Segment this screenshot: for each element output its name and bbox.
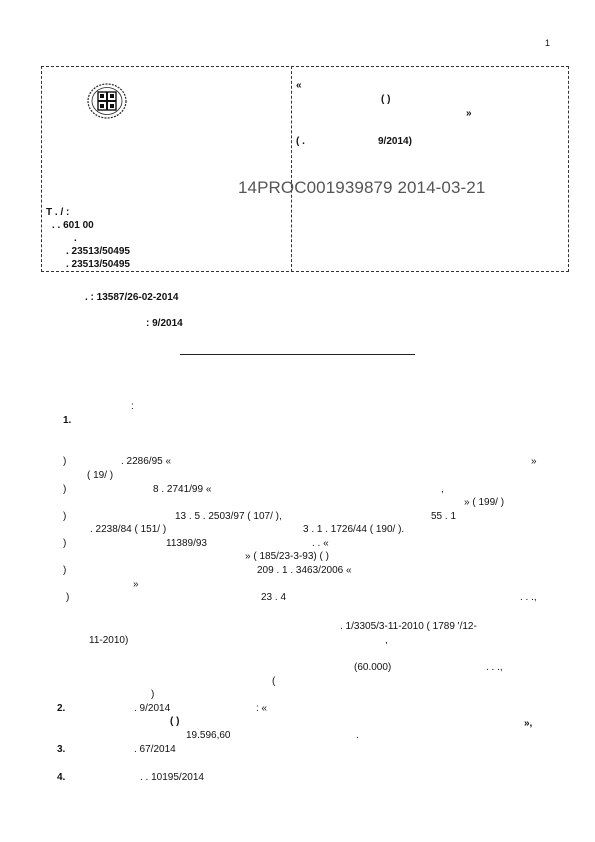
ref3-a: 13 . 5 . 2503/97 ( 107/ ), [175, 511, 282, 522]
ref1-mark: ) [63, 456, 67, 467]
item1-number: 1. [63, 415, 72, 426]
protocol-number: . : 13587/26-02-2014 [85, 292, 179, 303]
ref3-b: 55 . 1 [431, 511, 457, 522]
item2-c: ( ) [170, 716, 180, 727]
decision-ref-c: , [385, 635, 388, 646]
item2-d: », [524, 718, 533, 729]
item2-f: . [356, 730, 359, 741]
header-right-line4b: 9/2014) [378, 136, 412, 147]
header-left-line1: Τ . / : [46, 207, 70, 218]
ref2-b: , [441, 484, 444, 495]
intro-colon: : [131, 401, 134, 412]
ref6-mark: ) [66, 592, 70, 603]
ref5-a: 209 . 1 . 3463/2006 « [257, 565, 352, 576]
greek-emblem-icon [86, 82, 128, 120]
header-right-line4a: ( . [296, 136, 305, 147]
ref4-b: . . « [312, 538, 329, 549]
page-number: 1 [545, 38, 551, 48]
ref3-cont-b: 3 . 1 . 1726/44 ( 190/ ). [303, 524, 405, 535]
ref6-b: . . ., [520, 592, 537, 603]
header-phone: . 23513/50495 [66, 246, 130, 257]
item2-a: . 9/2014 [134, 703, 171, 714]
decision-ref-b: 11-2010) [89, 635, 129, 646]
ref1-a: . 2286/95 « [121, 456, 172, 467]
ref2-cont: » ( 199/ ) [464, 497, 505, 508]
ref5-cont: » [133, 579, 139, 590]
ada-stamp: 14PROC001939879 2014-03-21 [238, 178, 486, 197]
ref4-a: 11389/93 [166, 538, 207, 549]
paren-open: ( [272, 676, 276, 687]
separator-line [180, 354, 415, 355]
amount-a: (60.000) [354, 662, 392, 673]
item3-number: 3. [57, 744, 66, 755]
paren-close: ) [151, 689, 155, 700]
ref2-a: 8 . 2741/99 « [153, 484, 212, 495]
ref4-mark: ) [63, 538, 67, 549]
ref2-mark: ) [63, 484, 67, 495]
ref1-b: » [531, 456, 537, 467]
ref3-cont-a: . 2238/84 ( 151/ ) [90, 524, 167, 535]
header-right-line1: « [296, 80, 302, 91]
decision-ref-a: . 1/3305/3-11-2010 ( 1789 '/12- [340, 621, 477, 632]
item4-number: 4. [57, 772, 66, 783]
header-right-line2: ( ) [381, 94, 391, 105]
ref1-cont: ( 19/ ) [87, 470, 114, 481]
decision-number: : 9/2014 [146, 318, 183, 329]
item2-b: : « [256, 703, 268, 714]
ref3-mark: ) [63, 511, 67, 522]
ref4-cont: » ( 185/23-3-93) ( ) [245, 551, 329, 562]
ref6-a: 23 . 4 [261, 592, 287, 603]
ref5-mark: ) [63, 565, 67, 576]
item2-amount: 19.596,60 [186, 730, 231, 741]
header-fax: . 23513/50495 [66, 259, 130, 270]
item3-a: . 67/2014 [134, 744, 176, 755]
item2-number: 2. [57, 703, 66, 714]
amount-b: . . ., [486, 662, 503, 673]
header-left-line3: . [74, 233, 77, 244]
header-divider [291, 66, 292, 272]
header-left-line2: . . 601 00 [52, 220, 94, 231]
item4-a: . . 10195/2014 [140, 772, 204, 783]
header-right-line3: » [466, 108, 472, 119]
